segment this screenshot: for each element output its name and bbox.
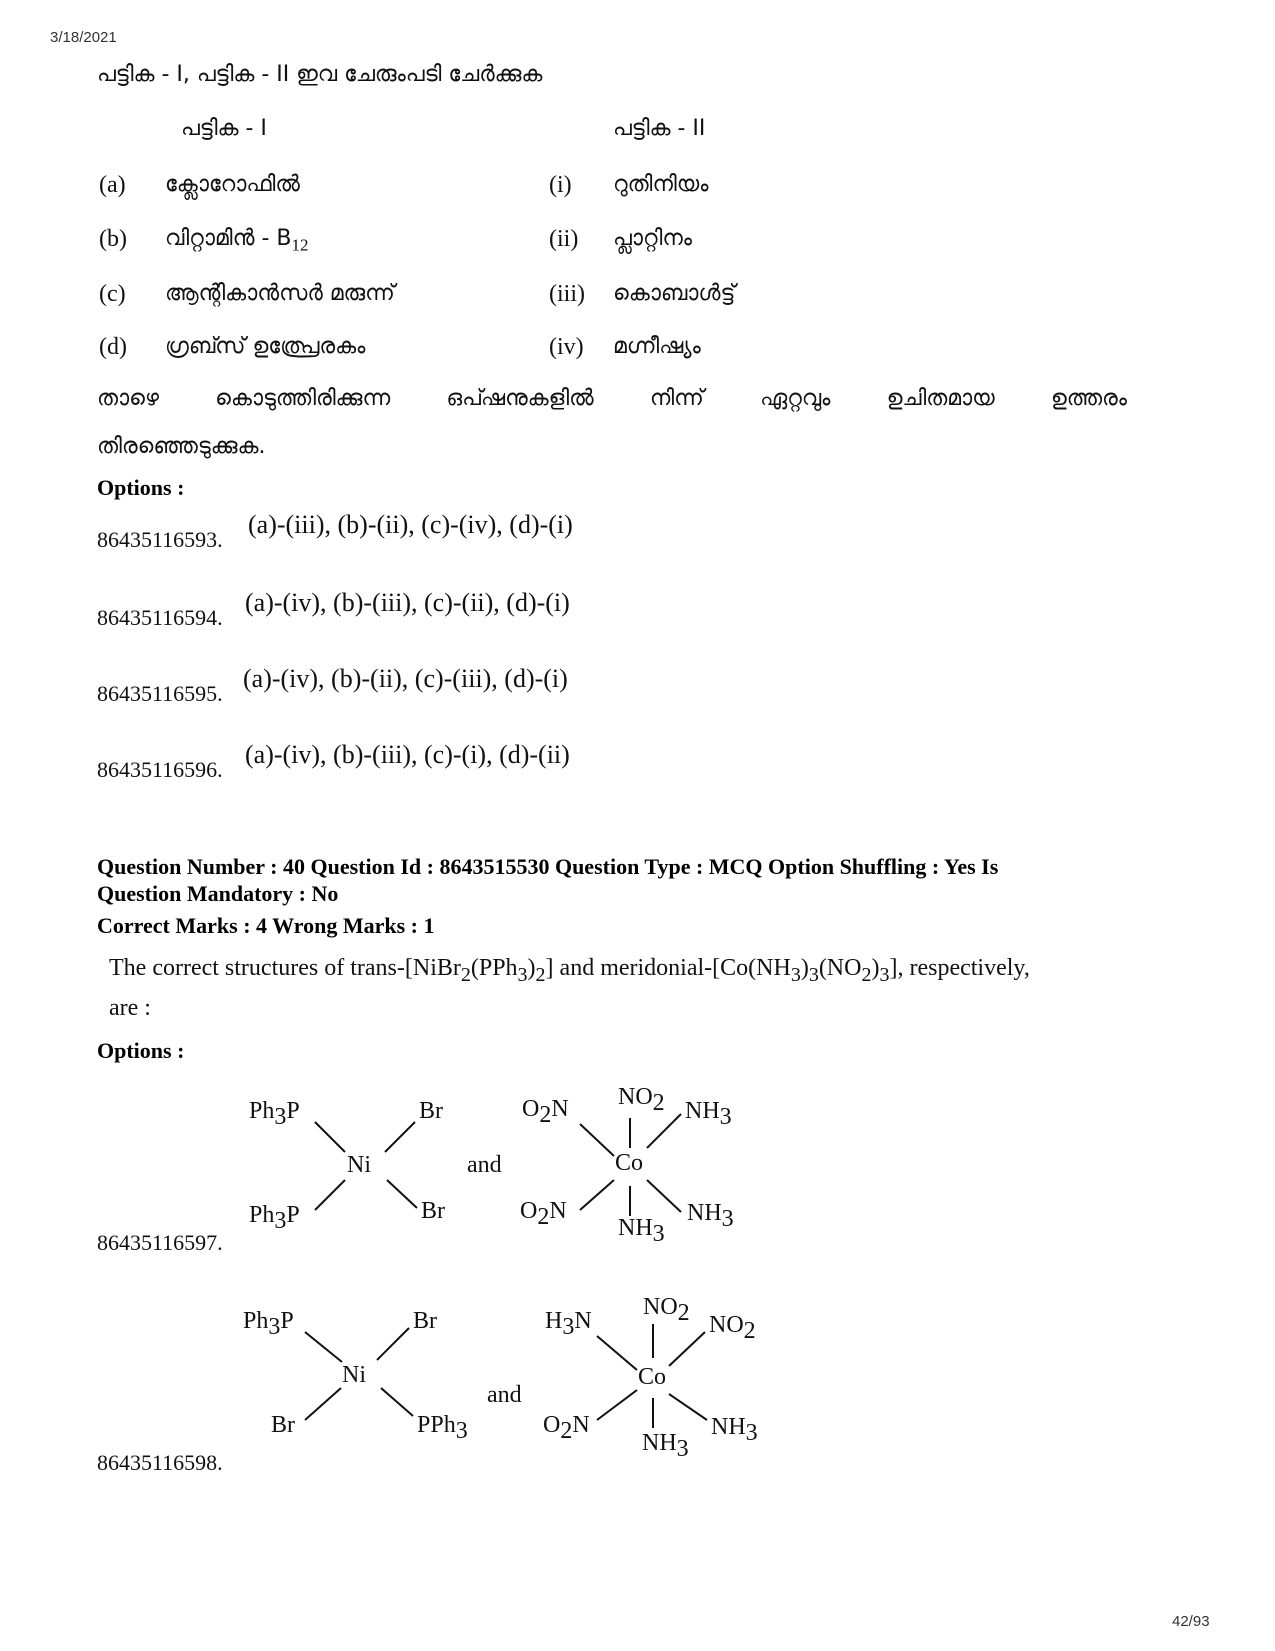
q39-instruction: പട്ടിക - I, പട്ടിക - II ഇവ ചേരുംപടി ചേർക്കുക — [97, 62, 543, 87]
row-b-label: (b) — [99, 226, 127, 252]
q40-meta-line1: Question Number : 40 Question Id : 8643515530 Question Type : MCQ Option Shuffling : Yes Is — [97, 854, 999, 879]
ligand-no2-top: NO2 — [643, 1294, 690, 1326]
ligand-br-bottom: Br — [421, 1198, 445, 1224]
ligand-nh3-bottom-right: NH3 — [711, 1414, 758, 1446]
ligand-nh3-bottom: NH3 — [642, 1430, 689, 1462]
row-iii-label: (iii) — [549, 281, 585, 307]
row-iv-text: മഗ്നീഷ്യം — [613, 334, 701, 359]
print-date: 3/18/2021 — [50, 29, 117, 46]
page-number: 42/93 — [1172, 1613, 1210, 1630]
q39-prompt-line1: താഴെ കൊടുത്തിരിക്കുന്ന ഒപ്ഷനുകളിൽ നിന്ന് ഏറ്റവും ഉചിതമായ ഉത്തരം — [97, 386, 1127, 411]
row-i-text: റുതിനിയം — [613, 172, 709, 197]
ligand-ph3p: Ph3P — [243, 1308, 294, 1340]
row-ii-label: (ii) — [549, 226, 579, 252]
and-word: and — [487, 1382, 522, 1408]
row-d-label: (d) — [99, 334, 127, 360]
option-id: 86435116595. — [97, 681, 223, 706]
ligand-no2-top-right: NO2 — [709, 1312, 756, 1344]
row-b-text: വിറ്റാമിൻ - $B_{12}$ — [165, 226, 309, 255]
option-1-structures — [97, 1080, 797, 1260]
row-c-label: (c) — [99, 281, 126, 307]
ligand-ph3p-top: Ph3P — [249, 1098, 300, 1130]
ligand-o2n-top: O2N — [522, 1096, 569, 1128]
row-a-label: (a) — [99, 172, 126, 198]
q40-option-2[interactable] — [97, 1290, 797, 1485]
option-text: (a)-(iv), (b)-(ii), (c)-(iii), (d)-(i) — [243, 664, 568, 693]
q40-meta-line2: Question Mandatory : No — [97, 881, 339, 906]
ligand-br-top: Br — [419, 1098, 443, 1124]
ligand-nh3-top-right: NH3 — [685, 1098, 732, 1130]
q39-list2-header: പട്ടിക - II — [613, 116, 706, 141]
q40-question-text-line2: are : — [109, 995, 151, 1021]
row-ii-text: പ്ലാറ്റിനം — [613, 226, 693, 251]
row-iv-label: (iv) — [549, 334, 584, 360]
option-text: (a)-(iv), (b)-(iii), (c)-(i), (d)-(ii) — [245, 740, 570, 769]
q40-question-text: The correct structures of trans-$[NiBr_2(PPh_3)_2]$ and meridonial-$[Co(NH_3)_3(NO_2)_3]$, respectively, — [109, 955, 1030, 986]
option-text: (a)-(iv), (b)-(iii), (c)-(ii), (d)-(i) — [245, 588, 570, 617]
metal-co: Co — [638, 1364, 667, 1390]
q39-options-label: Options : — [97, 475, 185, 500]
metal-ni: Ni — [347, 1152, 371, 1178]
metal-ni: Ni — [342, 1362, 366, 1388]
option-id: 86435116596. — [97, 757, 223, 782]
option-id: 86435116594. — [97, 605, 223, 630]
option-id: 86435116598. — [97, 1450, 223, 1475]
ligand-br-bottom: Br — [271, 1412, 295, 1438]
q39-list1-header: പട്ടിക - I — [181, 116, 267, 141]
row-a-text: ക്ലോറോഫിൽ — [165, 172, 300, 197]
option-2-structures — [97, 1290, 797, 1485]
q39-prompt-line2: തിരഞ്ഞെടുക്കുക. — [97, 434, 266, 459]
metal-co: Co — [615, 1150, 644, 1176]
ligand-br-top: Br — [413, 1308, 437, 1334]
ligand-nh3-bottom: NH3 — [618, 1215, 665, 1247]
option-id: 86435116597. — [97, 1230, 223, 1255]
ligand-h3n: H3N — [545, 1308, 592, 1340]
row-d-text: ഗ്രബ്സ് ഉത്പ്രേരകം — [165, 334, 366, 359]
ligand-ph3p-bottom: Ph3P — [249, 1202, 300, 1234]
ligand-o2n-bottom: O2N — [520, 1198, 567, 1230]
row-c-text: ആന്റികാൻസർ മരുന്ന് — [165, 281, 395, 306]
q40-option-1[interactable] — [97, 1080, 797, 1260]
row-iii-text: കൊബാൾട്ട് — [613, 281, 736, 306]
and-word: and — [467, 1152, 502, 1178]
option-id: 86435116593. — [97, 527, 223, 552]
ligand-nh3-bottom-right: NH3 — [687, 1200, 734, 1232]
ligand-o2n: O2N — [543, 1412, 590, 1444]
q40-options-label: Options : — [97, 1038, 185, 1063]
row-i-label: (i) — [549, 172, 572, 198]
row-b-subscript: 12 — [291, 235, 309, 255]
option-text: (a)-(iii), (b)-(ii), (c)-(iv), (d)-(i) — [248, 510, 573, 539]
q40-marks: Correct Marks : 4 Wrong Marks : 1 — [97, 913, 435, 938]
ligand-pph3: PPh3 — [417, 1412, 468, 1444]
ligand-no2-top: NO2 — [618, 1084, 665, 1116]
